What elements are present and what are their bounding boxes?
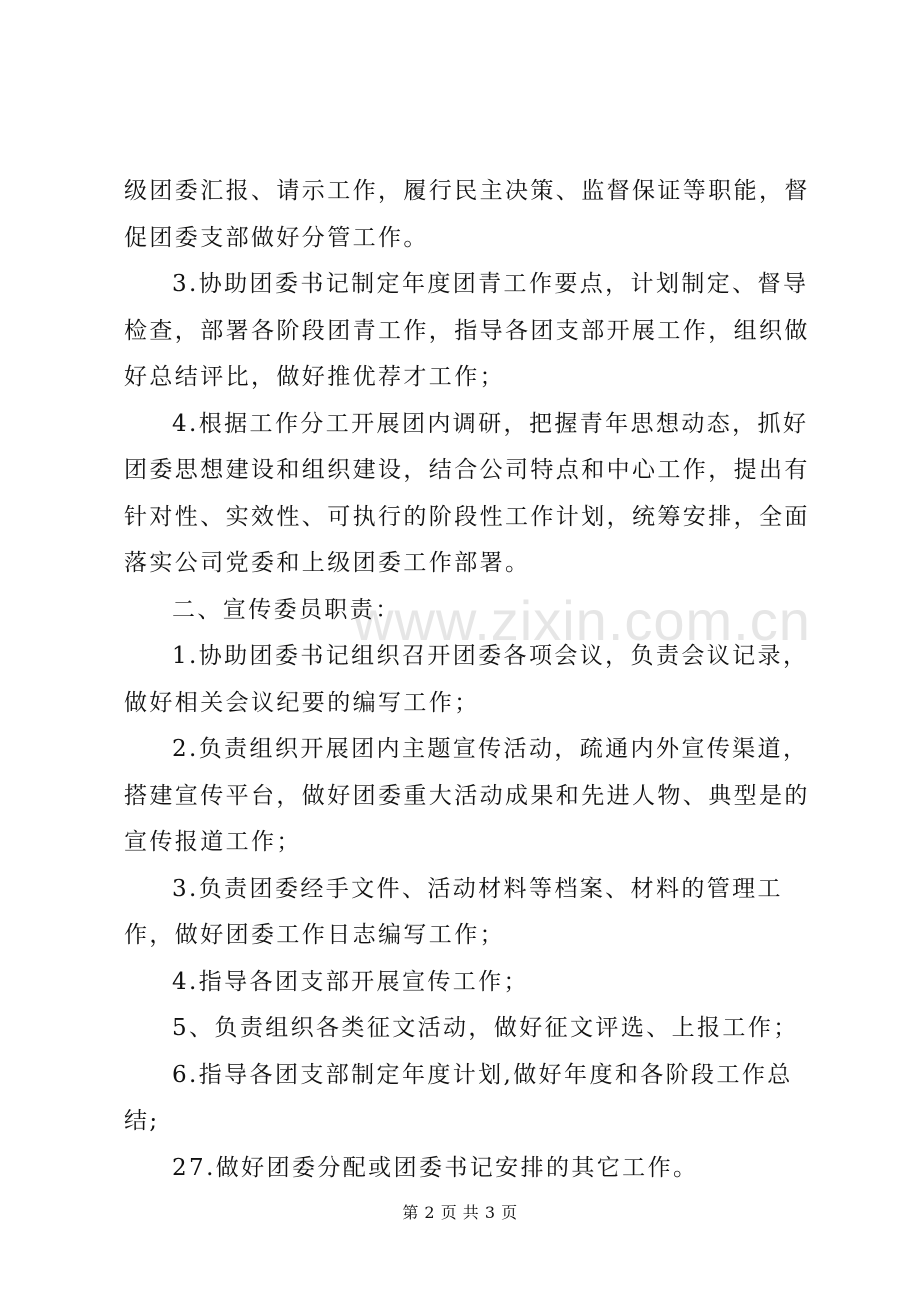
- section-heading: 二、宣传委员职责：: [172, 596, 401, 623]
- document-body: [124, 168, 814, 1191]
- page-footer: 第 2 页 共 3 页: [402, 1203, 518, 1222]
- paragraph-propaganda-5: 5、负责组织各类征文活动，做好征文评选、上报工作；: [172, 1015, 799, 1041]
- paragraph-continuation: 级团委汇报、请示工作，履行民主决策、监督保证等职能，督促团委支部做好分管工作。: [124, 178, 810, 251]
- paragraph-item-4: 4.根据工作分工开展团内调研，把握青年思想动态，抓好团委思想建设和组织建设，结合公司特点和中心工作，提出有针对性、实效性、可执行的阶段性工作计划，统筹安排，全面落实公司党委和上级团委工作部署。: [124, 410, 810, 576]
- paragraph-propaganda-3: 3.负责团委经手文件、活动材料等档案、材料的管理工作，做好团委工作日志编写工作；: [124, 875, 783, 948]
- paragraph-item-3: 3.协助团委书记制定年度团青工作要点，计划制定、督导检查，部署各阶段团青工作，指导各团支部开展工作，组织做好总结评比，做好推优荐才工作；: [124, 271, 810, 390]
- watermark: www.zixin.com.cn: [353, 589, 811, 652]
- paragraph-propaganda-2: 2.负责组织开展团内主题宣传活动，疏通内外宣传渠道，搭建宣传平台，做好团委重大活动成果和先进人物、典型是的宣传报道工作；: [124, 736, 810, 855]
- paragraph-propaganda-4: 4.指导各团支部开展宣传工作；: [172, 968, 529, 995]
- paragraph-propaganda-1: 1.协助团委书记组织召开团委各项会议，负责会议记录，做好相关会议纪要的编写工作；: [124, 643, 809, 716]
- paragraph-propaganda-7: 27.做好团委分配或团委书记安排的其它工作。: [172, 1154, 699, 1181]
- paragraph-propaganda-6: 6.指导各团支部制定年度计划,做好年度和各阶段工作总结;: [124, 1061, 793, 1134]
